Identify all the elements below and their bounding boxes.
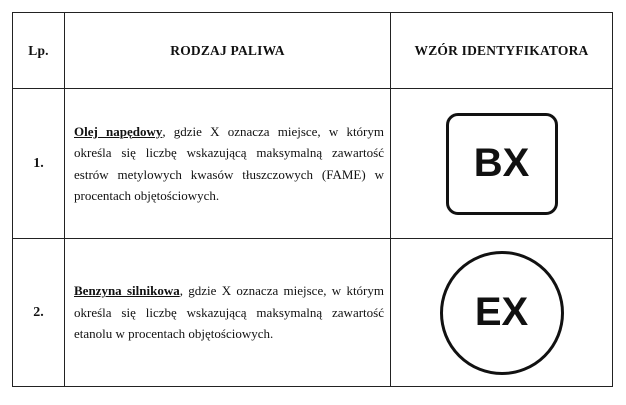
row-number: 2.: [13, 239, 65, 387]
header-fuel-type: RODZAJ PALIWA: [65, 13, 391, 89]
fuel-description-text: , gdzie X oznacza miejsce, w którym określa się liczbę wskazującą maksymalną zawartość estrów metylowych kwasów tłuszczowych (FAME) w procentach objętościowych.: [74, 123, 384, 203]
header-lp: Lp.: [13, 13, 65, 89]
fuel-description: [65, 280, 390, 345]
fuel-description-text: , gdzie X oznacza miejsce, w którym określa się liczbę wskazującą maksymalną zawartość etanolu w procentach objętościowych.: [74, 283, 384, 342]
header-identifier: WZÓR IDENTYFIKATORA: [391, 13, 613, 89]
fuel-identifier-table: [12, 12, 613, 387]
identifier-cell: [391, 239, 613, 387]
fuel-name: Benzyna silnikowa: [74, 283, 180, 299]
bx-identifier-badge: BX: [446, 113, 558, 215]
table-row: [13, 89, 613, 239]
identifier-cell: [391, 89, 613, 239]
fuel-description-cell: [65, 239, 391, 387]
table-row: [13, 239, 613, 387]
row-number: 1.: [13, 89, 65, 239]
fuel-description-cell: [65, 89, 391, 239]
ex-identifier-badge: EX: [440, 251, 564, 375]
fuel-name: Olej napędowy: [74, 123, 163, 139]
fuel-description: [65, 121, 390, 207]
table-header-row: [13, 13, 613, 89]
